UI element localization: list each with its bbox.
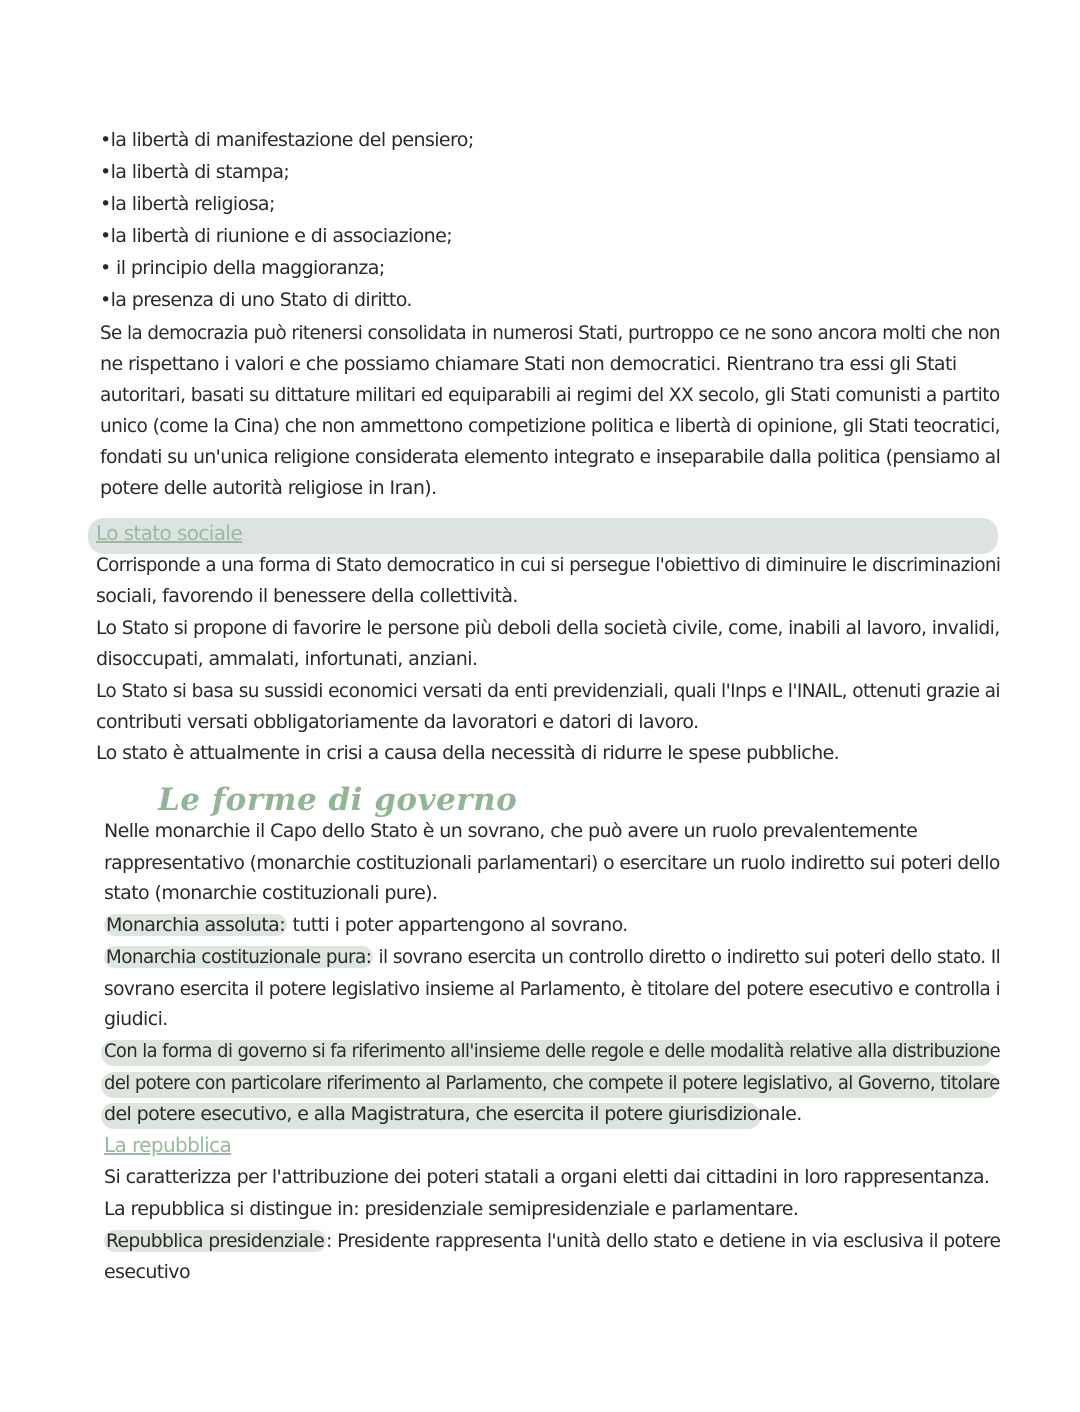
paragraph-line: autoritari, basati su dittature militari ed equiparabili ai regimi del XX secolo, gli Stati comunisti a partito [100,384,1000,406]
monarchia-assoluta-line [104,910,628,940]
monarchia-pura-text: il sovrano esercita un controllo diretto o indiretto sui poteri dello stato. Il [373,946,1001,968]
paragraph-line: esecutivo [104,1261,190,1283]
paragraph-line: La repubblica si distingue in: presidenziale semipresidenziale e parlamentare. [104,1198,799,1220]
forme-governo-title: Le forme di governo [158,782,518,818]
paragraph-line: sovrano esercita il potere legislativo insieme al Parlamento, è titolare del potere esecutivo e controlla i [104,978,1001,1000]
paragraph-line: Corrisponde a una forma di Stato democratico in cui si persegue l'obiettivo di diminuire le discriminazioni [96,554,1001,576]
repubblica-presidenziale-term: Repubblica presidenziale [105,1230,325,1252]
list-item: •la libertà di manifestazione del pensiero; [100,129,474,151]
list-item: • il principio della maggioranza; [100,257,385,279]
paragraph-line: disoccupati, ammalati, infortunati, anziani. [96,648,478,670]
monarchia-assoluta-term: Monarchia assoluta: [106,914,286,936]
list-item: •la libertà di riunione e di associazione; [100,225,452,247]
repubblica-presidenziale-line [104,1226,1000,1256]
paragraph-line: unico (come la Cina) che non ammettono competizione politica e libertà di opinione, gli Stati teocratici, [100,415,1000,437]
paragraph-line: Si caratterizza per l'attribuzione dei poteri statali a organi eletti dai cittadini in loro rappresentanza. [104,1166,990,1188]
definition-line: Con la forma di governo si fa riferimento all'insieme delle regole e delle modalità relative alla distribuzione [104,1040,1001,1062]
paragraph-line: potere delle autorità religiose in Iran). [100,477,437,499]
stato-sociale-heading: Lo stato sociale [96,521,243,545]
paragraph-line: Lo Stato si basa su sussidi economici versati da enti previdenziali, quali l'Inps e l'INAIL, ottenuti grazie ai [96,680,1000,702]
list-item: •la libertà di stampa; [100,161,290,183]
paragraph-line: fondati su un'unica religione considerata elemento integrato e inseparabile dalla politica (pensiamo al [100,446,1001,468]
monarchia-assoluta-text: tutti i poter appartengono al sovrano. [287,914,628,936]
definition-line: del potere esecutivo, e alla Magistratura, che esercita il potere giurisdizionale. [104,1103,802,1125]
repubblica-presidenziale-text: : Presidente rappresenta l'unità dello stato e detiene in via esclusiva il potere [326,1230,1001,1252]
list-item: •la libertà religiosa; [100,193,275,215]
repubblica-heading: La repubblica [104,1133,232,1157]
monarchia-pura-line [104,942,1000,972]
paragraph-line: Lo stato è attualmente in crisi a causa della necessità di ridurre le spese pubbliche. [96,742,840,764]
paragraph-line: stato (monarchie costituzionali pure). [104,882,438,904]
paragraph-line: rappresentativo (monarchie costituzionali parlamentari) o esercitare un ruolo indiretto sui poteri dello [104,852,1000,874]
paragraph-line: ne rispettano i valori e che possiamo chiamare Stati non democratici. Rientrano tra essi gli Stati [100,353,957,375]
paragraph-line: giudici. [104,1008,168,1030]
monarchia-pura-term: Monarchia costituzionale pura: [105,946,372,968]
paragraph-line: contributi versati obbligatoriamente da lavoratori e datori di lavoro. [96,711,699,733]
paragraph-line: Lo Stato si propone di favorire le persone più deboli della società civile, come, inabili al lavoro, invalidi, [96,617,1000,639]
list-item: •la presenza di uno Stato di diritto. [100,289,412,311]
paragraph-line: Se la democrazia può ritenersi consolidata in numerosi Stati, purtroppo ce ne sono ancora molti che non [100,322,1001,344]
definition-line: del potere con particolare riferimento al Parlamento, che compete il potere legislativo, al Governo, titolare [104,1072,1000,1094]
paragraph-line: sociali, favorendo il benessere della collettività. [96,585,518,607]
paragraph-line: Nelle monarchie il Capo dello Stato è un sovrano, che può avere un ruolo prevalentemente [104,820,918,842]
